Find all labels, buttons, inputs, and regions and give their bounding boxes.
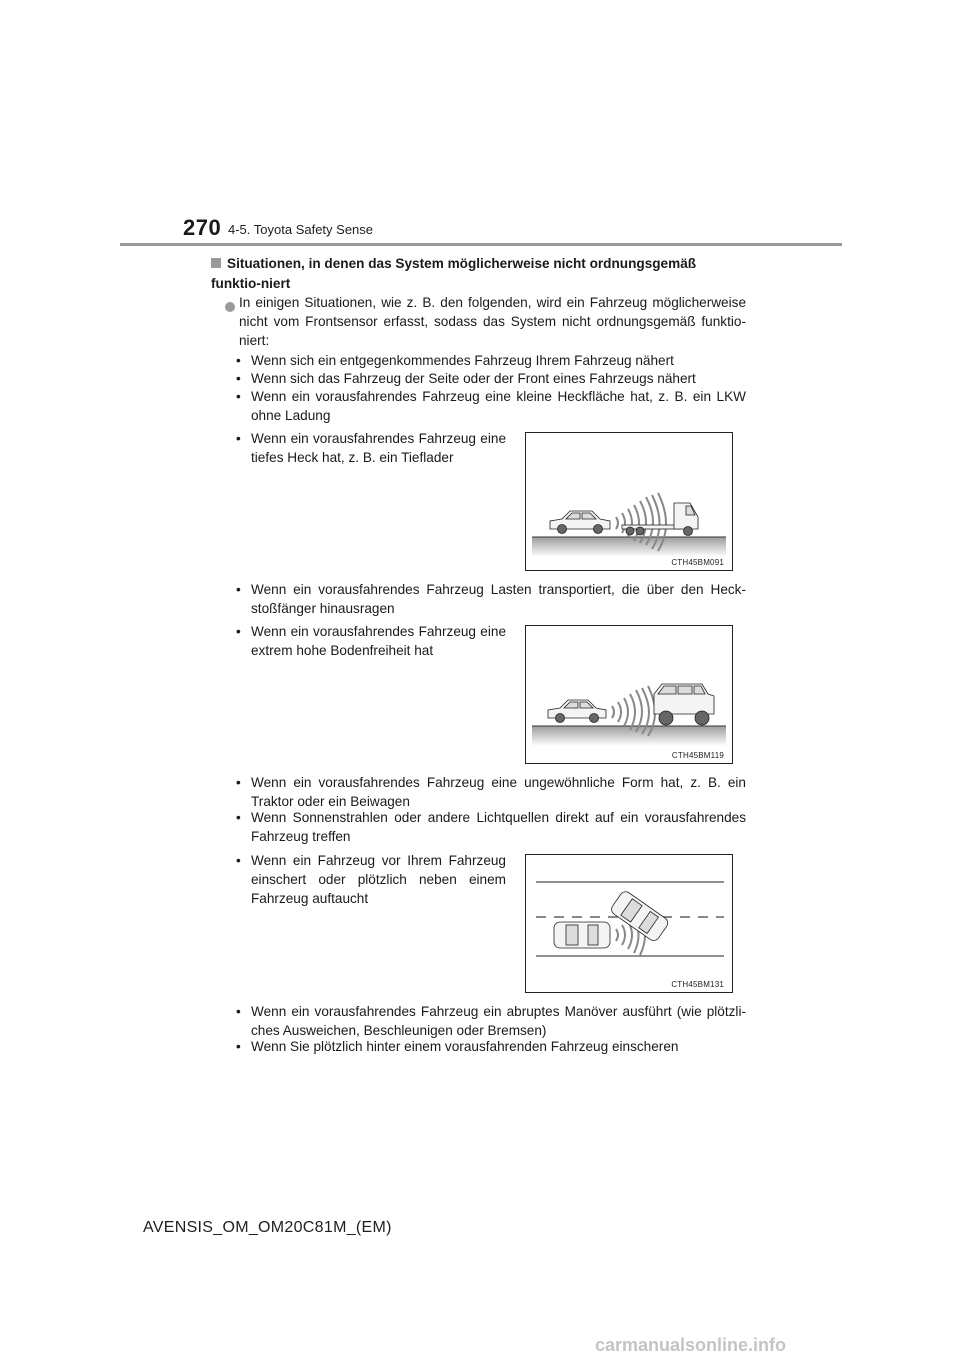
document-code-footer: AVENSIS_OM_OM20C81M_(EM)	[143, 1219, 392, 1236]
list-item: • Wenn sich ein entgegenkommendes Fahrzeug Ihrem Fahrzeug nähert	[236, 353, 674, 368]
car-icon	[550, 511, 610, 534]
cut-in-illustration	[526, 855, 732, 992]
section-heading	[211, 254, 746, 294]
list-item: • Wenn ein vorausfahrendes Fahrzeug eine tiefes Heck hat, z. B. ein Tieflader	[236, 431, 506, 465]
list-item: • Wenn Sie plötzlich hinter einem vorausfahrenden Fahrzeug einscheren	[236, 1039, 679, 1054]
high-clearance-illustration	[526, 626, 732, 763]
section-title: 4-5. Toyota Safety Sense	[228, 222, 374, 237]
heading-text: Situationen, in denen das System möglicherweise nicht ordnungsgemäß funktio-niert	[211, 256, 697, 291]
figure-code: CTH45BM131	[671, 980, 724, 989]
lowbed-trailer-illustration	[526, 433, 732, 570]
list-item: • Wenn ein vorausfahrendes Fahrzeug eine ungewöhnliche Form hat, z. B. ein Traktor oder ein Beiwagen	[236, 775, 746, 809]
square-bullet-icon	[211, 258, 221, 268]
list-item: • Wenn ein vorausfahrendes Fahrzeug Lasten transportiert, die über den Heck-stoßfänger hinausragen	[236, 582, 746, 616]
watermark: carmanualsonline.info	[595, 1335, 787, 1355]
suv-icon	[654, 684, 714, 725]
list-item: • Wenn ein vorausfahrendes Fahrzeug eine kleine Heckfläche hat, z. B. ein LKW ohne Ladung	[236, 389, 746, 423]
figure-code: CTH45BM091	[671, 558, 724, 567]
figure-cut-in	[525, 854, 733, 993]
figure-high-clearance	[525, 625, 733, 764]
circle-bullet-icon	[225, 297, 235, 316]
list-item: • Wenn ein vorausfahrendes Fahrzeug eine extrem hohe Bodenfreiheit hat	[236, 624, 506, 658]
list-item: • Wenn ein vorausfahrendes Fahrzeug ein abruptes Manöver ausführt (wie plötzli-ches Ausweichen, Beschleunigen oder Bremsen)	[236, 1004, 746, 1038]
list-item: • Wenn Sonnenstrahlen oder andere Lichtquellen direkt auf ein vorausfahrendes Fahrzeug treffen	[236, 810, 746, 844]
car-top-icon	[554, 922, 610, 948]
page-number: 270	[183, 215, 222, 240]
intro-paragraph	[225, 293, 746, 350]
list-item: • Wenn ein Fahrzeug vor Ihrem Fahrzeug einschert oder plötzlich neben einem Fahrzeug auftaucht	[236, 853, 506, 906]
figure-lowbed-trailer	[525, 432, 733, 571]
header-rule	[120, 243, 842, 246]
figure-code: CTH45BM119	[671, 751, 724, 760]
car-icon	[548, 700, 606, 723]
intro-text: In einigen Situationen, wie z. B. den folgenden, wird ein Fahrzeug möglicherweise nicht vom Frontsensor erfasst, sodass das System nicht ordnungsgemäß funktio-niert:	[239, 295, 746, 348]
list-item: • Wenn sich das Fahrzeug der Seite oder der Front eines Fahrzeugs nähert	[236, 371, 696, 386]
